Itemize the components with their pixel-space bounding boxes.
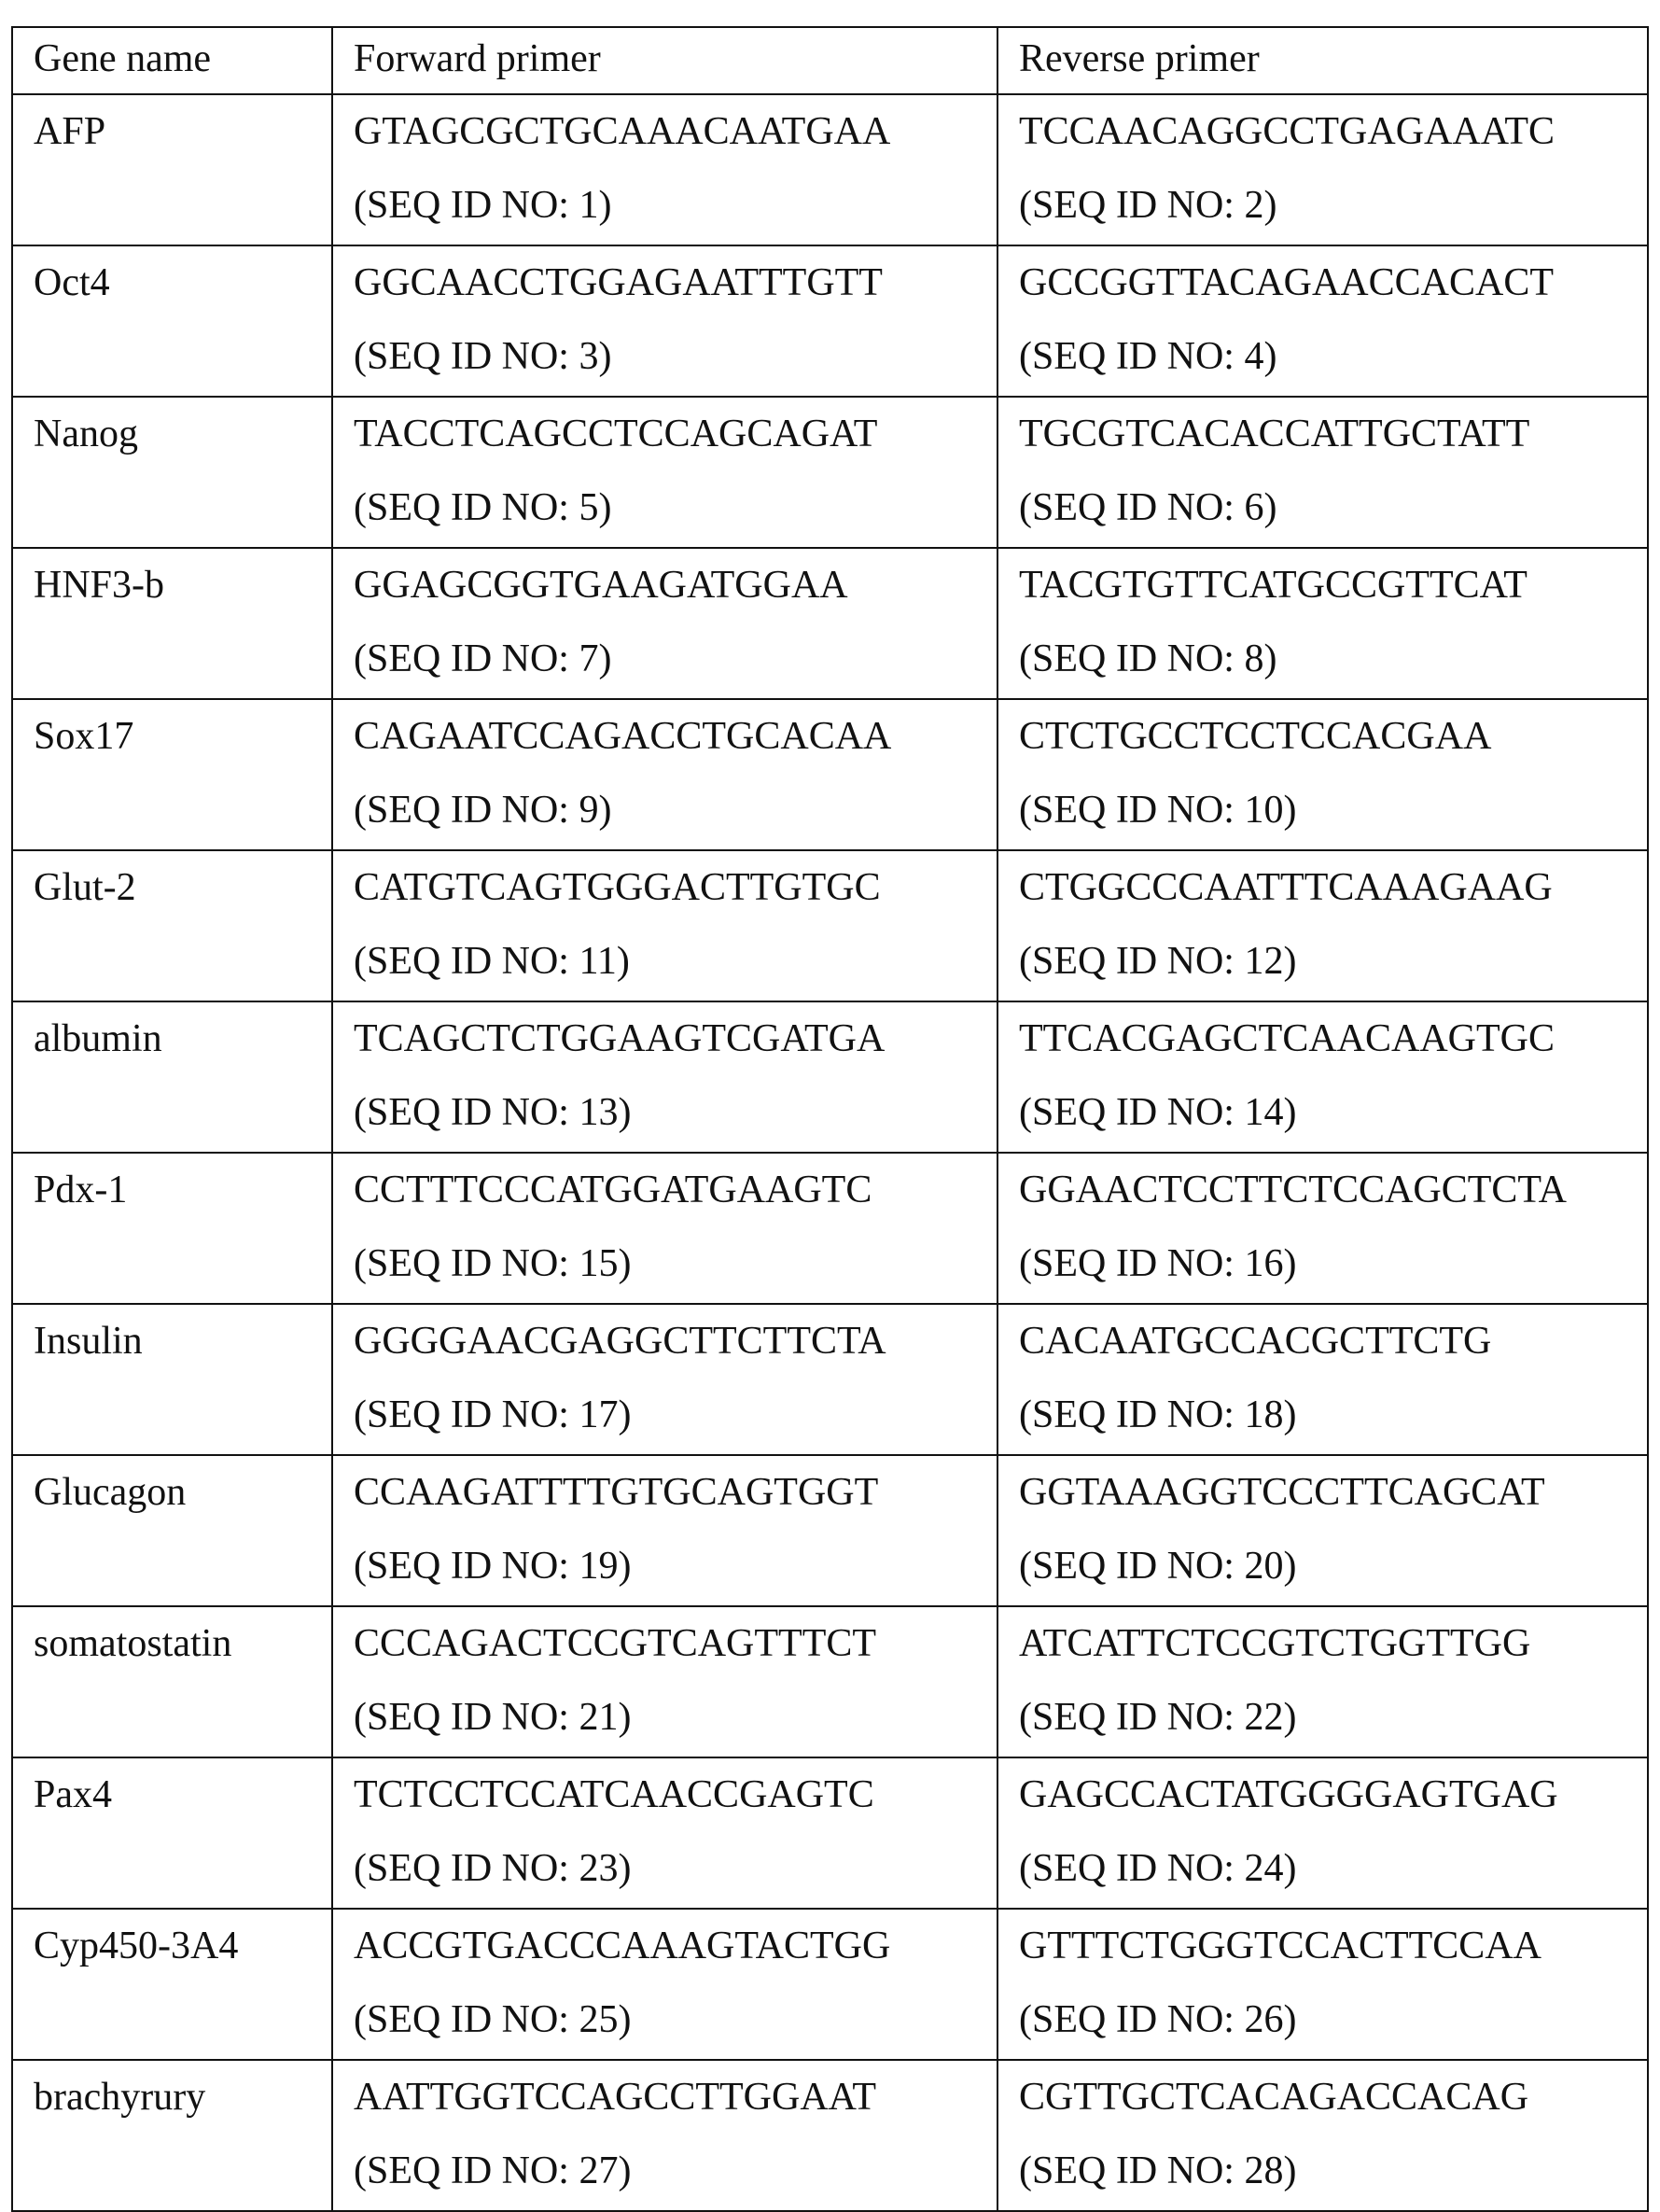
forward-seq-id: (SEQ ID NO: 17)	[354, 1379, 997, 1452]
forward-primer-cell	[332, 245, 997, 397]
forward-primer-cell	[332, 1304, 997, 1455]
table-row	[12, 397, 1648, 548]
reverse-seq-id: (SEQ ID NO: 28)	[1019, 2135, 1647, 2208]
gene-name-cell	[12, 1909, 332, 2060]
forward-seq-id: (SEQ ID NO: 21)	[354, 1681, 997, 1755]
forward-primer-cell	[332, 2060, 997, 2211]
gene-name: Insulin	[34, 1305, 331, 1379]
gene-name-cell	[12, 1606, 332, 1757]
forward-seq-id: (SEQ ID NO: 1)	[354, 169, 997, 243]
reverse-sequence: CGTTGCTCACAGACCACAG	[1019, 2061, 1647, 2135]
gene-name: Nanog	[34, 398, 331, 471]
forward-sequence: CCCAGACTCCGTCAGTTTCT	[354, 1607, 997, 1681]
forward-sequence: ACCGTGACCCAAAGTACTGG	[354, 1910, 997, 1983]
gene-name-cell	[12, 1001, 332, 1153]
reverse-sequence: TACGTGTTCATGCCGTTCAT	[1019, 549, 1647, 623]
reverse-sequence: TTCACGAGCTCAACAAGTGC	[1019, 1002, 1647, 1076]
reverse-seq-id: (SEQ ID NO: 18)	[1019, 1379, 1647, 1452]
forward-seq-id: (SEQ ID NO: 13)	[354, 1076, 997, 1150]
table-row	[12, 1606, 1648, 1757]
reverse-sequence: GGTAAAGGTCCCTTCAGCAT	[1019, 1456, 1647, 1530]
forward-seq-id: (SEQ ID NO: 19)	[354, 1530, 997, 1603]
reverse-seq-id: (SEQ ID NO: 14)	[1019, 1076, 1647, 1150]
gene-name-cell	[12, 548, 332, 699]
forward-seq-id: (SEQ ID NO: 27)	[354, 2135, 997, 2208]
reverse-sequence: GCCGGTTACAGAACCACACT	[1019, 246, 1647, 320]
table-row	[12, 1001, 1648, 1153]
gene-name: Pdx-1	[34, 1154, 331, 1227]
gene-name: AFP	[34, 95, 331, 169]
reverse-sequence: GTTTCTGGGTCCACTTCCAA	[1019, 1910, 1647, 1983]
gene-name: Oct4	[34, 246, 331, 320]
reverse-seq-id: (SEQ ID NO: 6)	[1019, 471, 1647, 545]
forward-sequence: CATGTCAGTGGGACTTGTGC	[354, 851, 997, 925]
forward-sequence: CAGAATCCAGACCTGCACAA	[354, 700, 997, 774]
gene-name-cell	[12, 94, 332, 245]
forward-sequence: TCTCCTCCATCAACCGAGTC	[354, 1758, 997, 1832]
reverse-primer-cell	[997, 699, 1648, 850]
forward-primer-cell	[332, 1757, 997, 1909]
reverse-primer-cell	[997, 94, 1648, 245]
forward-primer-cell	[332, 1001, 997, 1153]
forward-primer-cell	[332, 1909, 997, 2060]
reverse-primer-cell	[997, 245, 1648, 397]
gene-name-cell	[12, 1455, 332, 1606]
forward-seq-id: (SEQ ID NO: 11)	[354, 925, 997, 999]
header-row	[12, 27, 1648, 94]
forward-seq-id: (SEQ ID NO: 25)	[354, 1983, 997, 2057]
reverse-seq-id: (SEQ ID NO: 20)	[1019, 1530, 1647, 1603]
forward-primer-cell	[332, 850, 997, 1001]
reverse-sequence: CTGGCCCAATTTCAAAGAAG	[1019, 851, 1647, 925]
reverse-primer-cell	[997, 1606, 1648, 1757]
forward-sequence: GGCAACCTGGAGAATTTGTT	[354, 246, 997, 320]
gene-name: Sox17	[34, 700, 331, 774]
reverse-primer-cell	[997, 2060, 1648, 2211]
reverse-primer-cell	[997, 1757, 1648, 1909]
reverse-seq-id: (SEQ ID NO: 2)	[1019, 169, 1647, 243]
reverse-seq-id: (SEQ ID NO: 4)	[1019, 320, 1647, 394]
forward-seq-id: (SEQ ID NO: 5)	[354, 471, 997, 545]
table-row	[12, 1757, 1648, 1909]
gene-name-cell	[12, 397, 332, 548]
forward-seq-id: (SEQ ID NO: 9)	[354, 774, 997, 847]
forward-primer-cell	[332, 699, 997, 850]
reverse-seq-id: (SEQ ID NO: 16)	[1019, 1227, 1647, 1301]
gene-name-cell	[12, 699, 332, 850]
forward-sequence: CCAAGATTTTGTGCAGTGGT	[354, 1456, 997, 1530]
forward-sequence: GGGGAACGAGGCTTCTTCTA	[354, 1305, 997, 1379]
gene-name: brachyrury	[34, 2061, 331, 2135]
forward-seq-id: (SEQ ID NO: 15)	[354, 1227, 997, 1301]
reverse-sequence: TGCGTCACACCATTGCTATT	[1019, 398, 1647, 471]
gene-name-cell	[12, 245, 332, 397]
forward-sequence: TACCTCAGCCTCCAGCAGAT	[354, 398, 997, 471]
header-reverse-primer: Reverse primer	[997, 27, 1648, 94]
reverse-primer-cell	[997, 397, 1648, 548]
table-row	[12, 245, 1648, 397]
table-row	[12, 1153, 1648, 1304]
forward-primer-cell	[332, 548, 997, 699]
gene-name-cell	[12, 1304, 332, 1455]
gene-name: somatostatin	[34, 1607, 331, 1681]
reverse-sequence: GGAACTCCTTCTCCAGCTCTA	[1019, 1154, 1647, 1227]
table-row	[12, 1455, 1648, 1606]
gene-name: Glucagon	[34, 1456, 331, 1530]
table-row	[12, 1909, 1648, 2060]
forward-primer-cell	[332, 1606, 997, 1757]
reverse-seq-id: (SEQ ID NO: 12)	[1019, 925, 1647, 999]
gene-name: Glut-2	[34, 851, 331, 925]
gene-name: Cyp450-3A4	[34, 1910, 331, 1983]
gene-name-cell	[12, 1757, 332, 1909]
reverse-seq-id: (SEQ ID NO: 24)	[1019, 1832, 1647, 1906]
forward-primer-cell	[332, 1153, 997, 1304]
table-row	[12, 1304, 1648, 1455]
reverse-sequence: GAGCCACTATGGGGAGTGAG	[1019, 1758, 1647, 1832]
table-row	[12, 94, 1648, 245]
reverse-seq-id: (SEQ ID NO: 10)	[1019, 774, 1647, 847]
reverse-seq-id: (SEQ ID NO: 8)	[1019, 623, 1647, 696]
forward-primer-cell	[332, 397, 997, 548]
reverse-sequence: TCCAACAGGCCTGAGAAATC	[1019, 95, 1647, 169]
gene-name-cell	[12, 850, 332, 1001]
reverse-primer-cell	[997, 1153, 1648, 1304]
reverse-primer-cell	[997, 1304, 1648, 1455]
gene-name-cell	[12, 1153, 332, 1304]
forward-sequence: GGAGCGGTGAAGATGGAA	[354, 549, 997, 623]
reverse-primer-cell	[997, 1909, 1648, 2060]
gene-name: albumin	[34, 1002, 331, 1076]
reverse-seq-id: (SEQ ID NO: 22)	[1019, 1681, 1647, 1755]
forward-primer-cell	[332, 94, 997, 245]
header-forward-primer: Forward primer	[332, 27, 997, 94]
reverse-primer-cell	[997, 1455, 1648, 1606]
forward-sequence: GTAGCGCTGCAAACAATGAA	[354, 95, 997, 169]
table-row	[12, 548, 1648, 699]
forward-sequence: AATTGGTCCAGCCTTGGAAT	[354, 2061, 997, 2135]
primer-table	[11, 26, 1649, 2212]
gene-name-cell	[12, 2060, 332, 2211]
reverse-primer-cell	[997, 1001, 1648, 1153]
gene-name: Pax4	[34, 1758, 331, 1832]
forward-seq-id: (SEQ ID NO: 3)	[354, 320, 997, 394]
reverse-primer-cell	[997, 850, 1648, 1001]
table-row	[12, 699, 1648, 850]
forward-sequence: CCTTTCCCATGGATGAAGTC	[354, 1154, 997, 1227]
reverse-sequence: CACAATGCCACGCTTCTG	[1019, 1305, 1647, 1379]
forward-seq-id: (SEQ ID NO: 7)	[354, 623, 997, 696]
forward-primer-cell	[332, 1455, 997, 1606]
gene-name: HNF3-b	[34, 549, 331, 623]
reverse-seq-id: (SEQ ID NO: 26)	[1019, 1983, 1647, 2057]
header-gene-name: Gene name	[12, 27, 332, 94]
table-row	[12, 850, 1648, 1001]
forward-sequence: TCAGCTCTGGAAGTCGATGA	[354, 1002, 997, 1076]
reverse-sequence: ATCATTCTCCGTCTGGTTGG	[1019, 1607, 1647, 1681]
reverse-primer-cell	[997, 548, 1648, 699]
reverse-sequence: CTCTGCCTCCTCCACGAA	[1019, 700, 1647, 774]
table-row	[12, 2060, 1648, 2211]
forward-seq-id: (SEQ ID NO: 23)	[354, 1832, 997, 1906]
